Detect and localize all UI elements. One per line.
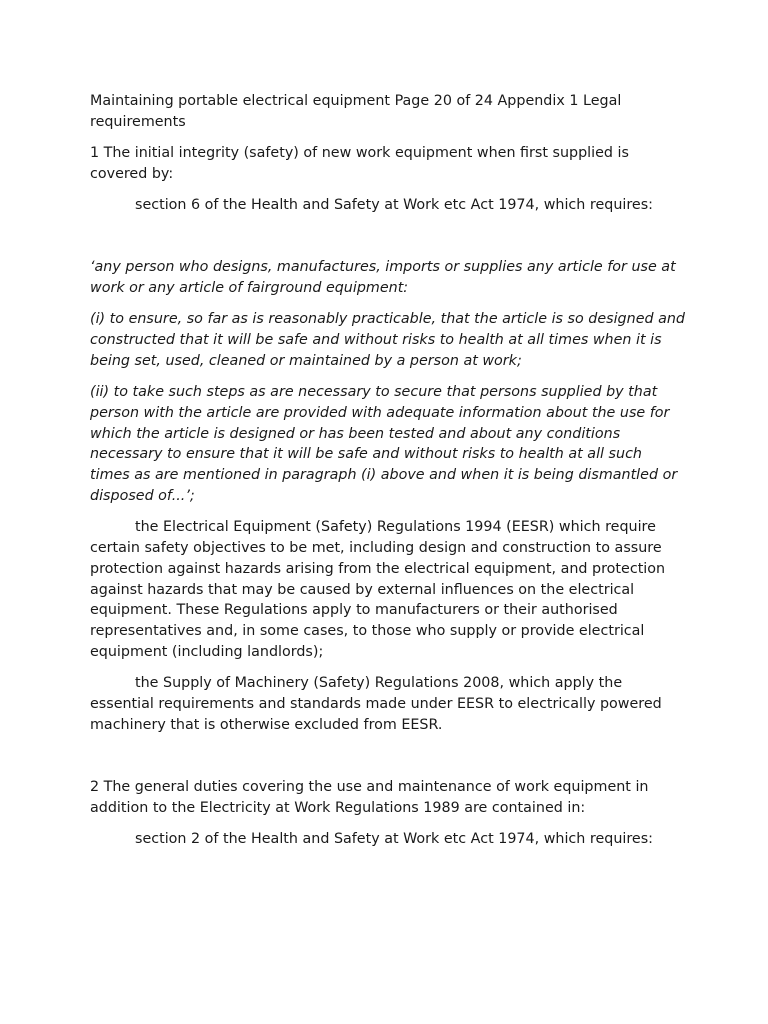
paragraph-2-general-duties: 2 The general duties covering the use and maintenance of work equipment in addition to the Electricity at Work Regulations 1989 are contained in: xyxy=(90,778,649,816)
paragraph-section-2: section 2 of the Health and Safety at Work etc Act 1974, which requires: xyxy=(135,830,653,847)
paragraph-eesr: the Electrical Equipment (Safety) Regulations 1994 (EESR) which require certain safety objectives to be met, including design and construction to assure protection against hazards arising from the electrical equipment, and protection against hazards that may be caused by external influences on the electrical equipment. These Regulations apply to manufacturers or their authorised representatives and, in some cases, to those who supply or provide electrical equipment (including landlords); xyxy=(90,519,666,661)
quote-any-person: ‘any person who designs, manufactures, imports or supplies any article for use at work or any article of fairground equipment: xyxy=(90,258,676,296)
quote-clause-ii: (ii) to take such steps as are necessary to secure that persons supplied by that person with the article are provided with adequate information about the use for which the article is designed or has been tested and about any conditions necessary to ensure that it will be safe and without risks to health at all such times as are mentioned in paragraph (i) above and when it is being dismantled or disposed of...’; xyxy=(90,383,678,504)
paragraph-machinery-regulations: the Supply of Machinery (Safety) Regulations 2008, which apply the essential requirements and standards made under EESR to electrically powered machinery that is otherwise excluded from EESR. xyxy=(90,675,662,733)
document-page xyxy=(90,91,686,860)
paragraph-section-6: section 6 of the Health and Safety at Work etc Act 1974, which requires: xyxy=(135,197,653,214)
document-heading: Maintaining portable electrical equipment Page 20 of 24 Appendix 1 Legal requirements xyxy=(90,93,622,130)
paragraph-1-intro: 1 The initial integrity (safety) of new work equipment when first supplied is covered by: xyxy=(90,145,629,182)
quote-clause-i: (i) to ensure, so far as is reasonably practicable, that the article is so designed and constructed that it will be safe and without risks to health at all times when it is being set, used, cleaned or maintained by a person at work; xyxy=(90,311,686,369)
